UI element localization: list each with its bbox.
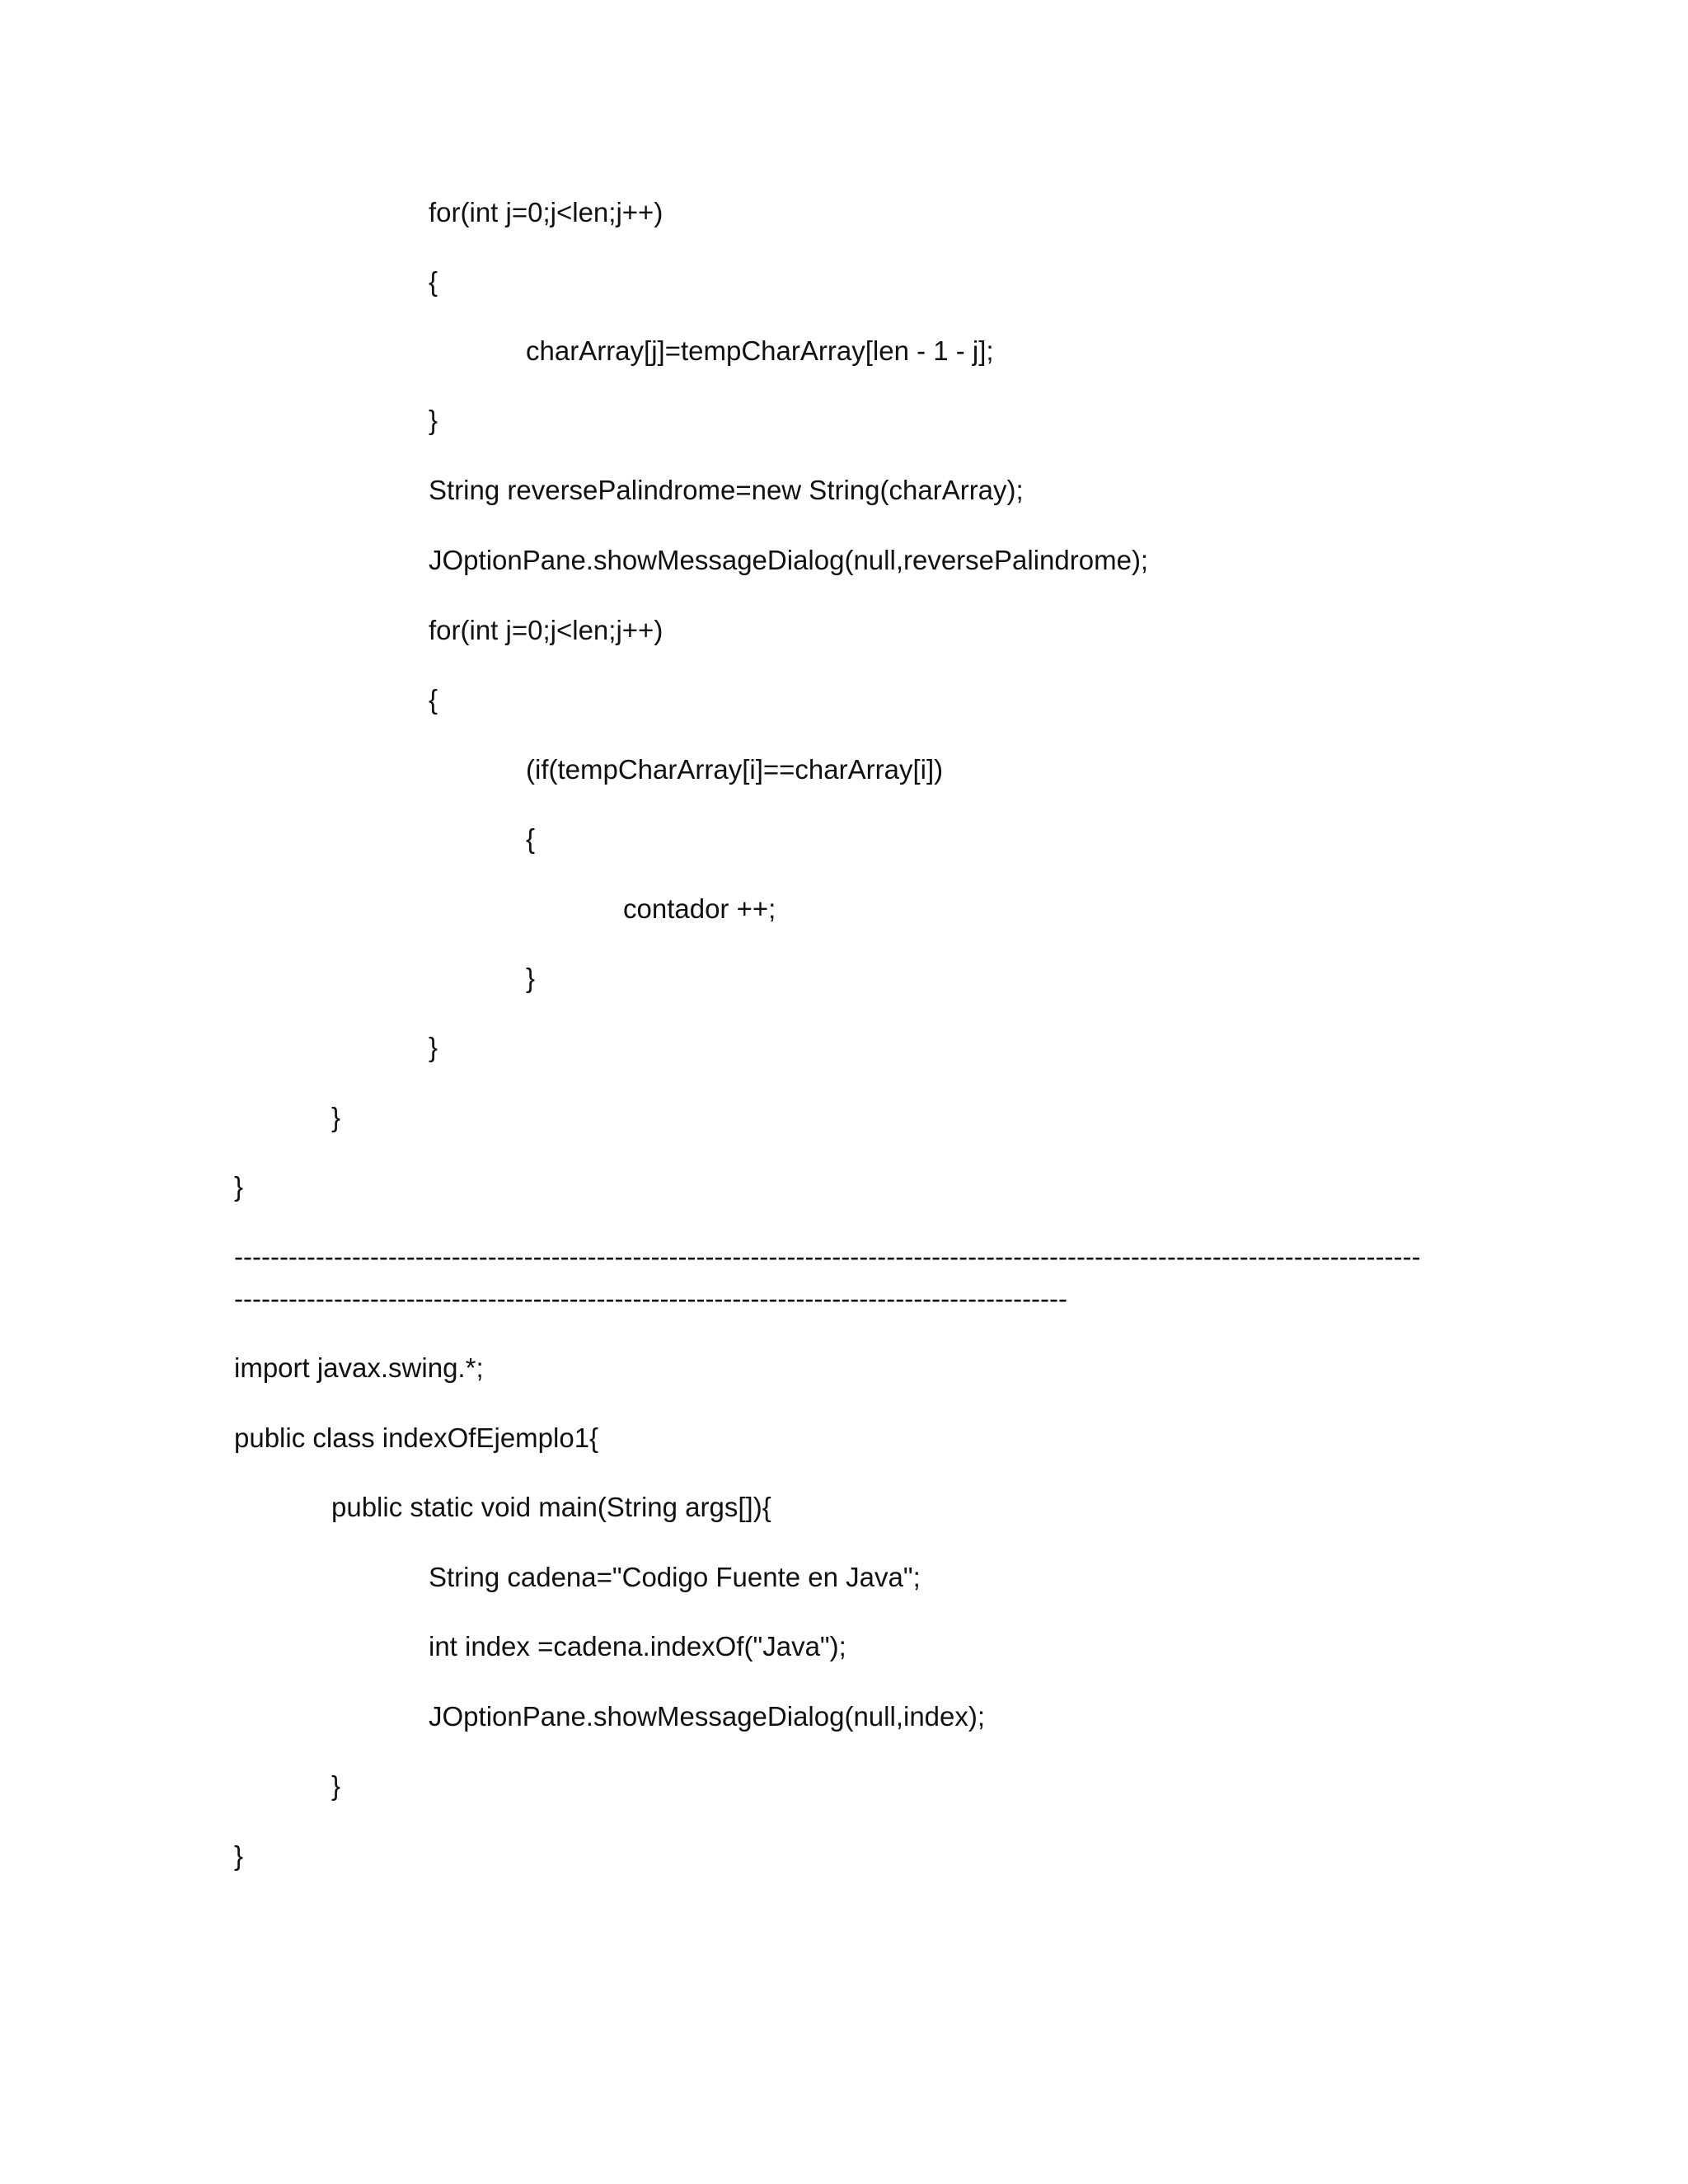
code-line: int index =cadena.indexOf("Java"); xyxy=(429,1631,846,1661)
code-line: { xyxy=(429,684,438,715)
code-line: for(int j=0;j<len;j++) xyxy=(429,197,663,227)
code-line: { xyxy=(526,823,536,854)
code-line: (if(tempCharArray[i]==charArray[i]) xyxy=(526,754,944,785)
code-line: } xyxy=(331,1102,341,1132)
code-line: contador ++; xyxy=(623,893,776,924)
code-line: } xyxy=(234,1840,244,1871)
code-line: } xyxy=(429,405,438,435)
code-line: public static void main(String args[]){ xyxy=(331,1492,771,1522)
code-line: { xyxy=(429,266,438,297)
code-line: } xyxy=(429,1032,438,1062)
code-line: } xyxy=(234,1171,244,1202)
code-line: String reversePalindrome=new String(charArray); xyxy=(429,475,1024,505)
code-line: JOptionPane.showMessageDialog(null,reversePalindrome); xyxy=(429,545,1149,575)
code-line: } xyxy=(526,963,536,993)
code-line: JOptionPane.showMessageDialog(null,index); xyxy=(429,1701,986,1732)
code-line: } xyxy=(331,1770,341,1801)
dashed-separator: -------------------------------------------------------------------------------------------- xyxy=(234,1283,1068,1314)
code-line: public class indexOfEjemplo1{ xyxy=(234,1422,599,1453)
code-line: import javax.swing.*; xyxy=(234,1352,484,1383)
code-line: for(int j=0;j<len;j++) xyxy=(429,615,663,645)
code-line: String cadena="Codigo Fuente en Java"; xyxy=(429,1562,921,1592)
dashed-separator: ----------------------------------------------------------------------------------------------------------------------------------- xyxy=(234,1241,1421,1272)
code-line: charArray[j]=tempCharArray[len - 1 - j]; xyxy=(526,335,994,366)
